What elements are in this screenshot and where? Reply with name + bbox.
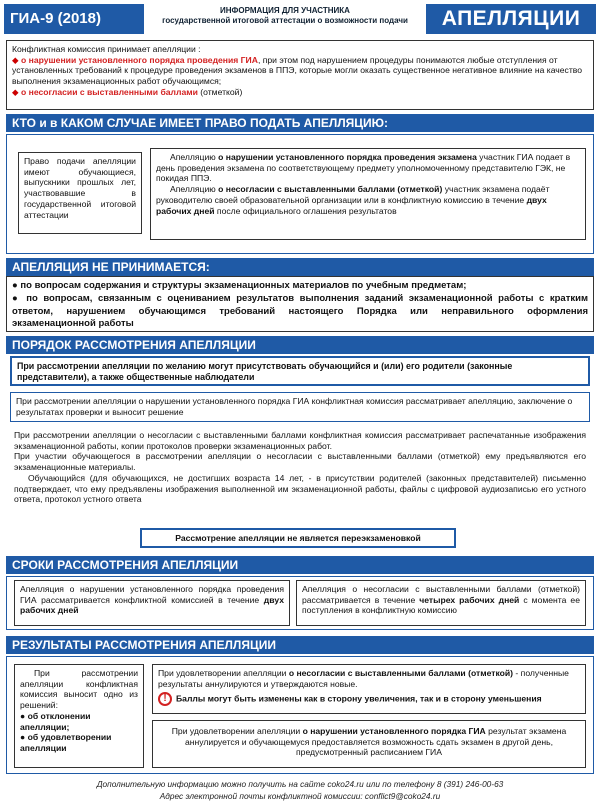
intro-item-1-text: , при этом под нарушением процедуры понимаются любые отступления от установленных требований к процедуре проведения экзаменов в ППЭ, которые могли оказать существенное негативное влияние на качество выполнения экзаменационных работ обучающимся; <box>12 54 583 87</box>
results-right-box-1 <box>152 664 586 714</box>
order-box-2: При рассмотрении апелляции о нарушении установленного порядка ГИА конфликтная комиссия рассматривает апелляцию, заключение о результатах проверки и выносит решение <box>10 392 590 422</box>
intro-item-1 <box>12 55 588 87</box>
results-r1-text: При удовлетворении апелляции о несогласии с выставленными баллами (отметкой) - полученные результаты аннулируются и утверждаются новые. <box>158 668 569 689</box>
diamond-bullet-icon: ◆ <box>12 86 19 97</box>
intro-lead: Конфликтная комиссия принимает апелляции : <box>12 44 201 54</box>
diamond-bullet-icon: ◆ <box>12 54 19 65</box>
order-p3: Обучающийся (для обучающихся, не достигших возраста 14 лет, - в присутствии родителей (законных представителей) письменно подтверждает, что ему предъявлены изображения выполненной им экзаменационной работы, файлы с цифровой аудиозаписью его устного ответа, протокол устного ответа <box>14 472 586 505</box>
order-text <box>14 430 586 522</box>
header <box>4 4 596 34</box>
order-note: Рассмотрение апелляции не является переэкзаменовкой <box>140 528 456 548</box>
intro-item-1-highlight: о нарушении установленного порядка проведения ГИА <box>21 54 258 65</box>
order-p2: При участии обучающегося в рассмотрении апелляции о несогласии с выставленными баллами (отметкой) ему предъявляются его экзаменационные материалы. <box>14 451 586 473</box>
order-box-1: При рассмотрении апелляции по желанию могут присутствовать обучающийся и (или) его родители (законные представители), а также общественные наблюдатели <box>10 356 590 386</box>
header-info-line2: государственной итоговой аттестации о возможности подачи <box>162 16 408 26</box>
not-accepted-box <box>6 276 594 332</box>
results-left-lead: При рассмотрении апелляции конфликтная комиссия выносит одно из решений: <box>20 668 138 711</box>
intro-item-2-text: (отметкой) <box>197 86 243 97</box>
header-info <box>144 4 426 34</box>
results-left-item-1: ● об отклонении апелляции; <box>20 710 91 732</box>
not-accepted-item-2: ● по вопросам, связанным с оцениванием результатов выполнения заданий экзаменационной работы с кратким ответом, нарушением обучающимся требований настоящего Порядка или неправильного оформления экзаменационной работы <box>12 292 588 330</box>
dot-bullet-icon: ● <box>12 280 18 291</box>
results-right-box-2: При удовлетворении апелляции о нарушении установленного порядка ГИА результат экзамена аннулируется и обучающемуся предоставляется возможность сдать экзамен в другой день, предусмотренный расписанием ГИА <box>152 720 586 768</box>
terms-right-box: Апелляция о несогласии с выставленными баллами (отметкой) рассматривается в течение четырех рабочих дней с момента ее поступления в конфликтную комиссию <box>296 580 586 626</box>
intro-item-2-highlight: о несогласии с выставленными баллами <box>21 86 198 97</box>
section-terms-heading: СРОКИ РАССМОТРЕНИЯ АПЕЛЛЯЦИИ <box>6 556 594 574</box>
section-results-heading: РЕЗУЛЬТАТЫ РАССМОТРЕНИЯ АПЕЛЛЯЦИИ <box>6 636 594 654</box>
results-left-item-2: ● об удовлетворении апелляции <box>20 732 112 754</box>
footer-line-1: Дополнительную информацию можно получить на сайте coko24.ru или по телефону 8 (391) 246-00-63 <box>96 779 504 789</box>
intro-box <box>6 40 594 110</box>
who-left-box: Право подачи апелляции имеют обучающиеся, выпускники прошлых лет, участвовавшие в государственной итоговой аттестации <box>18 152 142 234</box>
header-info-line1: ИНФОРМАЦИЯ ДЛЯ УЧАСТНИКА <box>220 6 350 15</box>
results-left-box <box>14 664 144 768</box>
terms-left-box: Апелляция о нарушении установленного порядка проведения ГИА рассматривается конфликтной комиссией в течение двух рабочих дней <box>14 580 290 626</box>
page-title: АПЕЛЛЯЦИИ <box>426 4 596 34</box>
who-right-p1: Апелляцию о нарушении установленного порядка проведения экзамена участник ГИА подает в день проведения экзамена по соответствующему предмету уполномоченному представителю ГЭК, не покидая ППЭ. <box>156 152 571 184</box>
section-not-accepted-heading: АПЕЛЛЯЦИЯ НЕ ПРИНИМАЕТСЯ: <box>6 258 594 276</box>
results-warning: ! Баллы могут быть изменены как в сторону увеличения, так и в сторону уменьшения <box>158 692 580 706</box>
who-right-p2: Апелляцию о несогласии с выставленными баллами (отметкой) участник экзамена подаёт руководителю своей образовательной организации или в конфликтную комиссию в течение двух рабочих дней после официального оглашения результатов <box>156 184 550 216</box>
badge: ГИА-9 (2018) <box>4 4 144 34</box>
footer <box>0 778 600 803</box>
dot-bullet-icon: ● <box>20 732 26 743</box>
section-order-heading: ПОРЯДОК РАССМОТРЕНИЯ АПЕЛЛЯЦИИ <box>6 336 594 354</box>
intro-item-2 <box>12 87 588 98</box>
dot-bullet-icon: ● <box>12 292 21 304</box>
not-accepted-item-1: ● по вопросам содержания и структуры экзаменационных материалов по учебным предметам; <box>12 280 467 291</box>
warning-icon: ! <box>158 692 172 706</box>
footer-line-2: Адрес электронной почты конфликтной комиссии: conflict9@coko24.ru <box>159 791 441 802</box>
order-p1: При рассмотрении апелляции о несогласии с выставленными баллами конфликтная комиссия рассматривает распечатанные изображения экзаменационной работы, копии протоколов проверки экзаменационных работ. <box>14 430 586 451</box>
section-who-heading: КТО и в КАКОМ СЛУЧАЕ ИМЕЕТ ПРАВО ПОДАТЬ АПЕЛЛЯЦИЮ: <box>6 114 594 132</box>
who-right-box <box>150 148 586 240</box>
dot-bullet-icon: ● <box>20 710 26 721</box>
